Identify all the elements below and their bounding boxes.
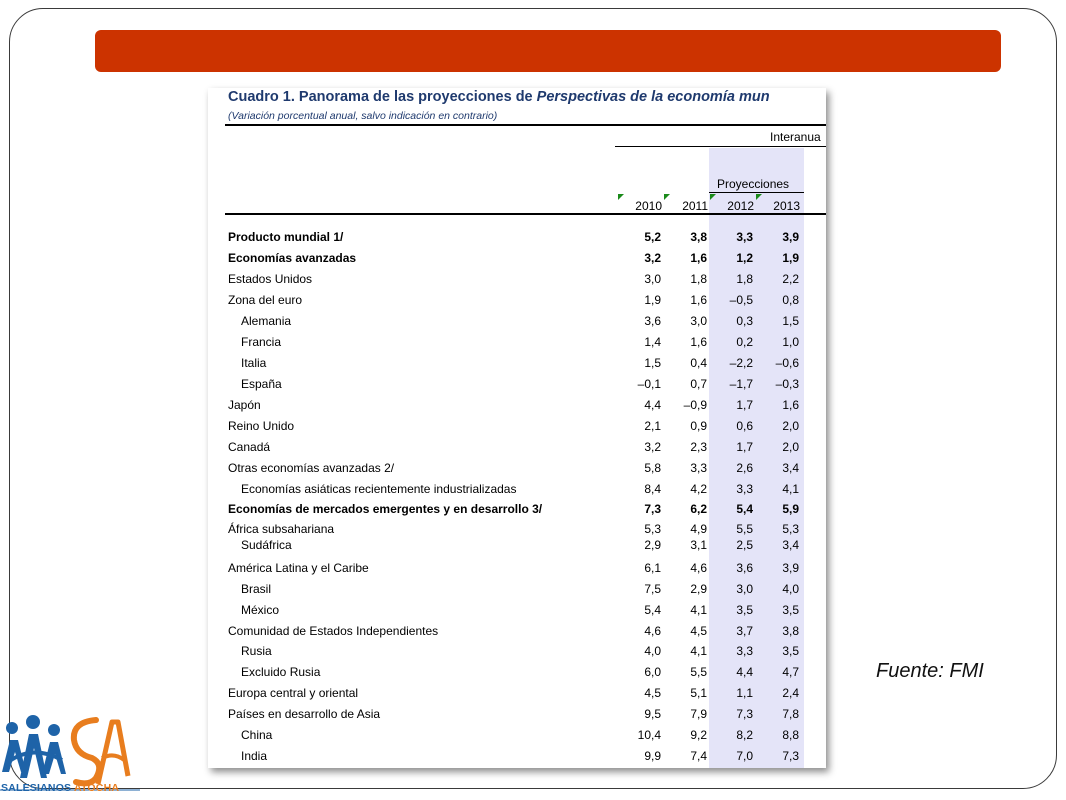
cell-2012: 3,7	[736, 624, 753, 638]
year-header-2012: 2012	[727, 199, 754, 213]
cell-2013: 3,8	[782, 624, 799, 638]
logo-text-main: SALESIANOS	[1, 782, 74, 794]
cell-2013: 5,9	[782, 502, 799, 516]
row-label: América Latina y el Caribe	[228, 561, 369, 575]
cell-2013: 1,5	[782, 314, 799, 328]
cell-2012: 3,3	[736, 644, 753, 658]
row-label: Alemania	[241, 314, 292, 328]
cell-2013: 1,6	[782, 398, 799, 412]
cell-2010: 7,3	[644, 502, 661, 516]
table-row	[208, 356, 826, 374]
cell-2011: 4,5	[690, 624, 707, 638]
slide-header-bar	[95, 30, 1001, 72]
cell-2010: 4,4	[644, 398, 661, 412]
row-label: China	[241, 728, 273, 742]
cell-2011: 3,8	[690, 230, 707, 244]
table-row	[208, 538, 826, 556]
cell-2011: 6,2	[690, 502, 707, 516]
header-group-rule	[615, 146, 826, 147]
header-bottom-rule	[225, 213, 826, 215]
cell-2013: 7,8	[782, 707, 799, 721]
table-row	[208, 561, 826, 579]
cell-2010: 5,8	[644, 461, 661, 475]
table-subtitle: (Variación porcentual anual, salvo indicación en contrario)	[228, 110, 498, 122]
cell-2012: 1,7	[736, 440, 753, 454]
cell-2012: 0,2	[736, 335, 753, 349]
cell-2013: 2,2	[782, 272, 799, 286]
table-row	[208, 686, 826, 704]
cell-2010: 4,0	[644, 644, 661, 658]
cell-2010: 3,2	[644, 251, 661, 265]
cell-2012: 4,4	[736, 665, 753, 679]
cell-2012: 3,0	[736, 582, 753, 596]
cell-2011: 4,6	[690, 561, 707, 575]
cell-2010: 3,6	[644, 314, 661, 328]
cell-2010: 7,5	[644, 582, 661, 596]
cell-2010: 2,9	[644, 538, 661, 552]
cell-2013: 3,5	[782, 644, 799, 658]
row-label: Estados Unidos	[228, 272, 313, 286]
cell-2012: 1,2	[736, 251, 753, 265]
cell-2010: 3,0	[644, 272, 661, 286]
cell-2011: 7,9	[690, 707, 707, 721]
table-row	[208, 624, 826, 642]
row-label: Comunidad de Estados Independientes	[228, 624, 439, 638]
row-label: México	[241, 603, 280, 617]
cell-2012: 1,8	[736, 272, 753, 286]
row-label: Reino Unido	[228, 419, 295, 433]
cell-2012: 1,1	[736, 686, 753, 700]
cell-2013: 3,9	[782, 561, 799, 575]
cell-2011: 0,4	[690, 356, 707, 370]
row-label: Producto mundial 1/	[228, 230, 344, 244]
table-row	[208, 482, 826, 500]
cell-2010: 4,6	[644, 624, 661, 638]
cell-2010: 1,5	[644, 356, 661, 370]
cell-2011: 1,6	[690, 335, 707, 349]
cell-2013: 3,9	[782, 230, 799, 244]
row-label: Economías de mercados emergentes y en desarrollo 3/	[228, 502, 543, 516]
cell-2012: 2,5	[736, 538, 753, 552]
cell-2012: 8,2	[736, 728, 753, 742]
cell-2013: 8,8	[782, 728, 799, 742]
cell-2011: 4,1	[690, 603, 707, 617]
cell-2010: 5,4	[644, 603, 661, 617]
cell-2013: –0,6	[775, 356, 799, 370]
cell-2010: 6,1	[644, 561, 661, 575]
table-row	[208, 440, 826, 458]
row-label: Otras economías avanzadas 2/	[228, 461, 395, 475]
projections-label: Proyecciones	[717, 177, 790, 191]
table-row	[208, 644, 826, 662]
cell-2013: 3,4	[782, 461, 799, 475]
cell-2011: 2,3	[690, 440, 707, 454]
cell-2011: 5,5	[690, 665, 707, 679]
cell-2013: 1,9	[782, 251, 799, 265]
projections-rule	[709, 192, 804, 193]
cell-2012: 0,6	[736, 419, 753, 433]
cell-2012: –1,7	[729, 377, 753, 391]
cell-2011: 1,6	[690, 293, 707, 307]
cell-2013: 2,0	[782, 419, 799, 433]
source-note: Fuente: FMI	[876, 660, 984, 682]
cell-2010: 9,9	[644, 749, 661, 763]
table-row	[208, 582, 826, 600]
cell-2011: 1,6	[690, 251, 707, 265]
cell-2013: –0,3	[775, 377, 799, 391]
cell-2012: 5,5	[736, 522, 753, 536]
cell-2011: 9,2	[690, 728, 707, 742]
cell-2010: 8,4	[644, 482, 661, 496]
table-row	[208, 603, 826, 621]
cell-2013: 1,0	[782, 335, 799, 349]
projections-table	[208, 88, 826, 768]
cell-2011: 0,9	[690, 419, 707, 433]
cell-2011: 4,9	[690, 522, 707, 536]
table-row	[208, 230, 826, 248]
cell-2010: 5,3	[644, 522, 661, 536]
table-row	[208, 377, 826, 395]
cell-2010: 9,5	[644, 707, 661, 721]
row-label: Países en desarrollo de Asia	[228, 707, 381, 721]
table-row	[208, 728, 826, 746]
cell-2011: 7,4	[690, 749, 707, 763]
cell-2012: 1,7	[736, 398, 753, 412]
logo-text-accent: ATOCHA	[74, 782, 120, 794]
cell-2012: 3,6	[736, 561, 753, 575]
row-label: Excluido Rusia	[241, 665, 321, 679]
row-label: Sudáfrica	[241, 538, 292, 552]
cell-2013: 5,3	[782, 522, 799, 536]
logo-wordmark	[1, 782, 119, 794]
cell-2011: 5,1	[690, 686, 707, 700]
cell-2013: 4,1	[782, 482, 799, 496]
header-group-label: Interanua	[770, 130, 821, 144]
table-row	[208, 314, 826, 332]
year-header-2013: 2013	[773, 199, 800, 213]
table-row	[208, 335, 826, 353]
cell-2011: 3,3	[690, 461, 707, 475]
table-row	[208, 293, 826, 311]
cell-2012: 2,6	[736, 461, 753, 475]
table-row	[208, 398, 826, 416]
row-label: Economías avanzadas	[228, 251, 357, 265]
table-row	[208, 272, 826, 290]
cell-2013: 3,4	[782, 538, 799, 552]
cell-2012: 0,3	[736, 314, 753, 328]
cell-2011: 3,0	[690, 314, 707, 328]
table-row	[208, 461, 826, 479]
cell-2013: 2,4	[782, 686, 799, 700]
cell-2010: 1,9	[644, 293, 661, 307]
row-label: India	[241, 749, 268, 763]
cell-2012: 7,0	[736, 749, 753, 763]
cell-2010: 4,5	[644, 686, 661, 700]
cell-2011: 3,1	[690, 538, 707, 552]
cell-2012: 5,4	[736, 502, 753, 516]
cell-2013: 4,7	[782, 665, 799, 679]
cell-2013: 4,0	[782, 582, 799, 596]
cell-2010: 6,0	[644, 665, 661, 679]
table-title	[228, 89, 770, 105]
cell-2013: 3,5	[782, 603, 799, 617]
cell-2011: –0,9	[683, 398, 707, 412]
row-label: Zona del euro	[228, 293, 303, 307]
cell-2012: –2,2	[729, 356, 753, 370]
cell-2010: 3,2	[644, 440, 661, 454]
row-label: Brasil	[241, 582, 272, 596]
cell-2012: 7,3	[736, 707, 753, 721]
row-label: Italia	[241, 356, 267, 370]
cell-2011: 2,9	[690, 582, 707, 596]
row-label: África subsahariana	[228, 522, 335, 536]
cell-2013: 0,8	[782, 293, 799, 307]
cell-2010: 5,2	[644, 230, 661, 244]
top-rule	[225, 124, 826, 126]
table-title-text: Cuadro 1. Panorama de las proyecciones de	[228, 89, 537, 105]
row-label: España	[241, 377, 282, 391]
row-label: Europa central y oriental	[228, 686, 359, 700]
cell-2010: 2,1	[644, 419, 661, 433]
row-label: Francia	[241, 335, 282, 349]
cell-2010: –0,1	[637, 377, 661, 391]
cell-2010: 10,4	[637, 728, 661, 742]
table-row	[208, 502, 826, 520]
cell-2010: 1,4	[644, 335, 661, 349]
cell-2013: 2,0	[782, 440, 799, 454]
cell-2012: 3,3	[736, 482, 753, 496]
table-title-italic: Perspectivas de la economía mun	[536, 89, 770, 105]
cell-2011: 1,8	[690, 272, 707, 286]
cell-2012: 3,3	[736, 230, 753, 244]
table-row	[208, 707, 826, 725]
table-row	[208, 749, 826, 767]
cell-2011: 0,7	[690, 377, 707, 391]
cell-2013: 7,3	[782, 749, 799, 763]
cell-2012: 3,5	[736, 603, 753, 617]
row-label: Economías asiáticas recientemente industrializadas	[241, 482, 517, 496]
cell-2011: 4,1	[690, 644, 707, 658]
year-header-2011: 2011	[682, 199, 708, 213]
year-header-2010: 2010	[635, 199, 662, 213]
cell-2011: 4,2	[690, 482, 707, 496]
table-row	[208, 251, 826, 269]
row-label: Rusia	[241, 644, 272, 658]
row-label: Canadá	[228, 440, 271, 454]
table-row	[208, 419, 826, 437]
cell-2012: –0,5	[729, 293, 753, 307]
table-row	[208, 665, 826, 683]
row-label: Japón	[228, 398, 261, 412]
